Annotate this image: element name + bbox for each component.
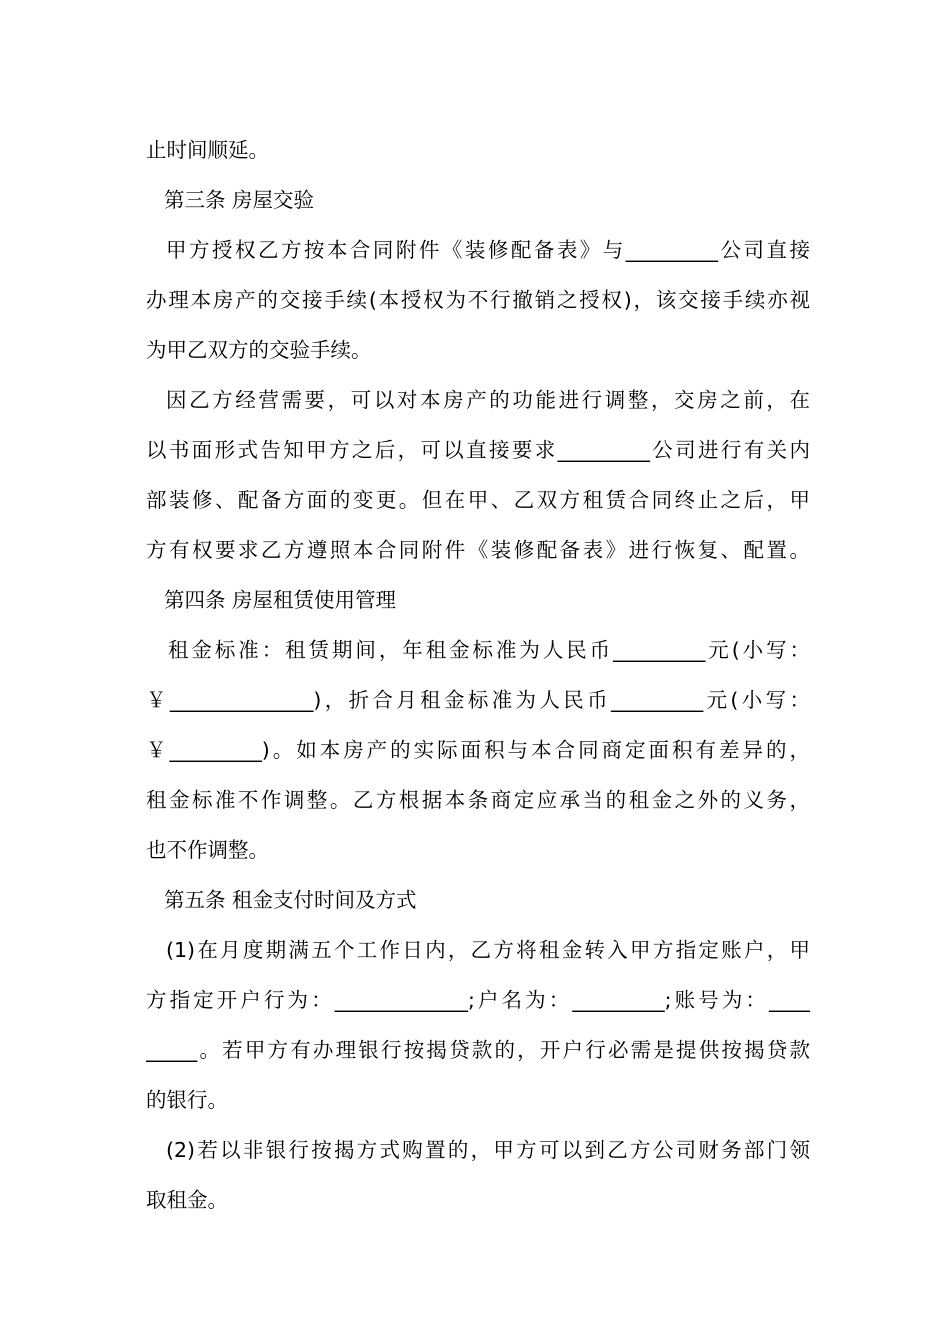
paragraph-line: 止时间顺延。 (146, 138, 269, 162)
paragraph-line: 租金标准不作调整。乙方根据本条商定应承当的租金之外的义务， (146, 788, 810, 812)
paragraph-line: ￥_________)。如本房产的实际面积与本合同商定面积有差异的， (146, 738, 810, 762)
paragraph-line: 也不作调整。 (146, 838, 269, 862)
paragraph-line: 办理本房产的交接手续(本授权为不行撤销之授权)，该交接手续亦视 (146, 288, 810, 312)
paragraph-line: 方指定开户行为：_____________;户名为：_________;账号为：____ (146, 988, 810, 1012)
paragraph-line: 部装修、配备方面的变更。但在甲、乙双方租赁合同终止之后，甲 (146, 488, 810, 512)
paragraph-line: 取租金。 (146, 1188, 228, 1212)
paragraph-line: (1)在月度期满五个工作日内，乙方将租金转入甲方指定账户，甲 (166, 938, 810, 962)
section-heading-article-4: 第四条 房屋租赁使用管理 (164, 588, 397, 612)
paragraph-line: 因乙方经营需要，可以对本房产的功能进行调整，交房之前，在 (166, 388, 810, 412)
paragraph-line: (2)若以非银行按揭方式购置的，甲方可以到乙方公司财务部门领 (166, 1138, 810, 1162)
paragraph-line: 租金标准：租赁期间，年租金标准为人民币_________元(小写： (168, 638, 810, 662)
paragraph-line: 方有权要求乙方遵照本合同附件《装修配备表》进行恢复、配置。 (146, 538, 810, 562)
paragraph-line: _____。若甲方有办理银行按揭贷款的，开户行必需是提供按揭贷款 (146, 1038, 810, 1062)
paragraph-line: 甲方授权乙方按本合同附件《装修配备表》与_________公司直接 (166, 238, 810, 262)
paragraph-line: 以书面形式告知甲方之后，可以直接要求_________公司进行有关内 (146, 438, 810, 462)
section-heading-article-5: 第五条 租金支付时间及方式 (164, 888, 417, 912)
paragraph-line: 的银行。 (146, 1088, 228, 1112)
section-heading-article-3: 第三条 房屋交验 (164, 188, 315, 212)
paragraph-line: 为甲乙双方的交验手续。 (146, 338, 372, 362)
paragraph-line: ￥______________)，折合月租金标准为人民币_________元(小写： (146, 688, 810, 712)
